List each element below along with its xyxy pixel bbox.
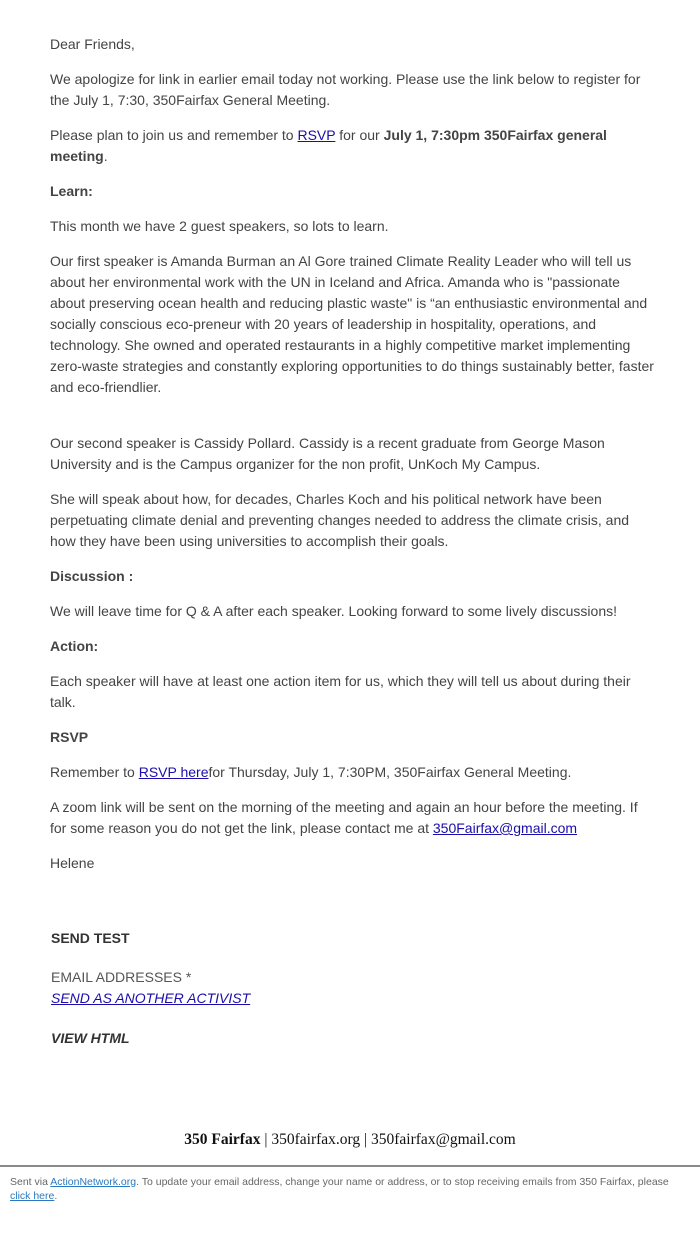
spacer (50, 412, 655, 433)
rsvp-reminder-pre: Remember to (50, 764, 139, 780)
apology-paragraph: We apologize for link in earlier email today not working. Please use the link below to register for the July 1, 7:30, 350Fairfax General Meeting. (50, 71, 641, 108)
view-html-button[interactable]: VIEW HTML (51, 1030, 130, 1046)
sig-separator: | (260, 1131, 272, 1148)
email-body (50, 34, 655, 888)
zoom-paragraph (50, 797, 655, 839)
action-heading: Action: (50, 638, 99, 654)
rsvp-intro-text: Please plan to join us and remember to (50, 127, 298, 143)
rsvp-here-link[interactable]: RSVP here (138, 764, 209, 780)
rsvp-reminder-post: for Thursday, July 1, 7:30PM, 350Fairfax General Meeting. (208, 764, 572, 780)
org-email: 350fairfax@gmail.com (371, 1131, 516, 1148)
rsvp-intro-end: . (103, 148, 108, 164)
email-addresses-label: EMAIL ADDRESSES * (51, 969, 192, 985)
footer-pre: Sent via (10, 1176, 51, 1188)
footer-mid: . To update your email address, change your name or address, or to stop receiving emails from 350 Fairfax, please (136, 1176, 669, 1188)
send-test-heading: SEND TEST (51, 930, 130, 946)
org-name: 350 Fairfax (184, 1131, 261, 1148)
organization-signature (0, 1131, 700, 1149)
greeting: Dear Friends, (50, 36, 135, 52)
discussion-heading: Discussion : (50, 568, 134, 584)
rsvp-intro-paragraph (50, 125, 655, 167)
org-website: 350fairfax.org (271, 1131, 361, 1148)
speaker-one-paragraph: Our first speaker is Amanda Burman an Al Gore trained Climate Reality Leader who will tell us about her environmental work with the UN in Iceland and Africa. Amanda who is "passionate about preserving ocean health and reducing plastic waste" is “an enthusiastic environmental and socially conscious eco-preneur with 20 years of leadership in hospitality, operations, and technology. She owned and operated restaurants in a highly competitive market implementing zero-waste strategies and constantly exploring opportunities to do things sustainably better, faster and eco-friendlier. (50, 253, 654, 395)
speaker-two-topic: She will speak about how, for decades, Charles Koch and his political network have been perpetuating climate denial and preventing changes needed to address the climate crisis, and how they have been using universities to accomplish their goals. (50, 491, 630, 549)
signoff: Helene (50, 855, 95, 871)
unsubscribe-click-here-link[interactable]: click here (10, 1189, 55, 1202)
rsvp-reminder (50, 762, 655, 783)
speaker-two-paragraph: Our second speaker is Cassidy Pollard. Cassidy is a recent graduate from George Mason University and is the Campus organizer for the non profit, UnKoch My Campus. (50, 435, 605, 472)
sig-separator: | (360, 1131, 372, 1148)
rsvp-heading: RSVP (50, 729, 89, 745)
send-as-another-activist-link[interactable]: SEND AS ANOTHER ACTIVIST (51, 990, 251, 1006)
rsvp-intro-mid: for our (335, 127, 384, 143)
discussion-text: We will leave time for Q & A after each speaker. Looking forward to some lively discussions! (50, 603, 617, 619)
rsvp-link[interactable]: RSVP (297, 127, 336, 143)
action-network-link[interactable]: ActionNetwork.org (50, 1176, 137, 1188)
footer-end: . (54, 1189, 58, 1202)
unsubscribe-footer (10, 1176, 680, 1203)
contact-email-link[interactable]: 350Fairfax@gmail.com (432, 820, 578, 836)
meeting-date-bold: July 1, 7:30pm 350Fairfax general meeting (50, 127, 607, 164)
learn-heading: Learn: (50, 183, 93, 199)
action-text: Each speaker will have at least one action item for us, which they will tell us about during their talk. (50, 673, 631, 710)
learn-intro: This month we have 2 guest speakers, so lots to learn. (50, 218, 389, 234)
footer-divider (0, 1165, 700, 1167)
zoom-text: A zoom link will be sent on the morning of the meeting and again an hour before the meeting. If for some reason you do not get the link, please contact me at (50, 799, 638, 836)
